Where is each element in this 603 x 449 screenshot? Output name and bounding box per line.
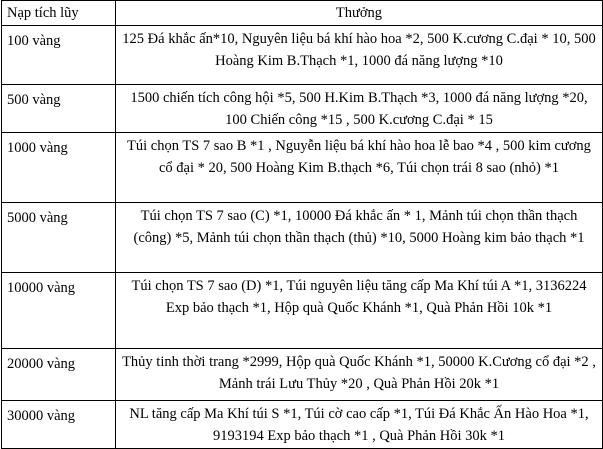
level-cell: 100 vàng	[2, 25, 116, 84]
header-reward: Thưởng	[116, 1, 603, 26]
reward-cell: Túi chọn TS 7 sao (D) *1, Túi nguyên liệu tăng cấp Ma Khí túi A *1, 3136224 Exp bảo thạch *1, Hộp quà Quốc Khánh *1, Quà Phản Hồi 10k *1	[116, 272, 603, 348]
reward-cell: 1500 chiến tích công hội *5, 500 H.Kim B.Thạch *3, 1000 đá năng lượng *20, 100 Chiến công *15 , 500 K.cương C.đại * 15	[116, 84, 603, 132]
table-row	[2, 400, 603, 448]
table-row	[2, 132, 603, 202]
header-row	[2, 1, 603, 26]
reward-table	[1, 0, 603, 449]
level-cell: 500 vàng	[2, 84, 116, 132]
reward-cell: NL tăng cấp Ma Khí túi S *1, Túi cờ cao cấp *1, Túi Đá Khắc Ấn Hào Hoa *1, 9193194 Exp bảo thạch *1 , Quà Phản Hồi 30k *1	[116, 400, 603, 448]
level-cell: 5000 vàng	[2, 202, 116, 272]
reward-cell: Thủy tinh thời trang *2999, Hộp quà Quốc Khánh *1, 50000 K.Cương cổ đại *2 , Mảnh trái Lưu Thủy *20 , Quà Phản Hồi 20k *1	[116, 348, 603, 400]
reward-cell: Túi chọn TS 7 sao (C) *1, 10000 Đá khắc ấn * 1, Mảnh túi chọn thần thạch (công) *5, Mảnh túi chọn thần thạch (thủ) *10, 5000 Hoàng kim bảo thạch *1	[116, 202, 603, 272]
level-cell: 10000 vàng	[2, 272, 116, 348]
level-cell: 1000 vàng	[2, 132, 116, 202]
table-row	[2, 25, 603, 84]
table-row	[2, 84, 603, 132]
table-row	[2, 272, 603, 348]
reward-cell: 125 Đá khắc ấn*10, Nguyên liệu bá khí hào hoa *2, 500 K.cương C.đại * 10, 500 Hoàng Kim B.Thạch *1, 1000 đá năng lượng *10	[116, 25, 603, 84]
reward-cell: Túi chọn TS 7 sao B *1 , Nguyễn liệu bá khí hào hoa lễ bao *4 , 500 kim cương cổ đại * 20, 500 Hoàng Kim B.thạch *6, Túi chọn trái 8 sao (nhỏ) *1	[116, 132, 603, 202]
table-row	[2, 202, 603, 272]
level-cell: 30000 vàng	[2, 400, 116, 448]
table-row	[2, 348, 603, 400]
level-cell: 20000 vàng	[2, 348, 116, 400]
header-level: Nạp tích lũy	[2, 1, 116, 26]
